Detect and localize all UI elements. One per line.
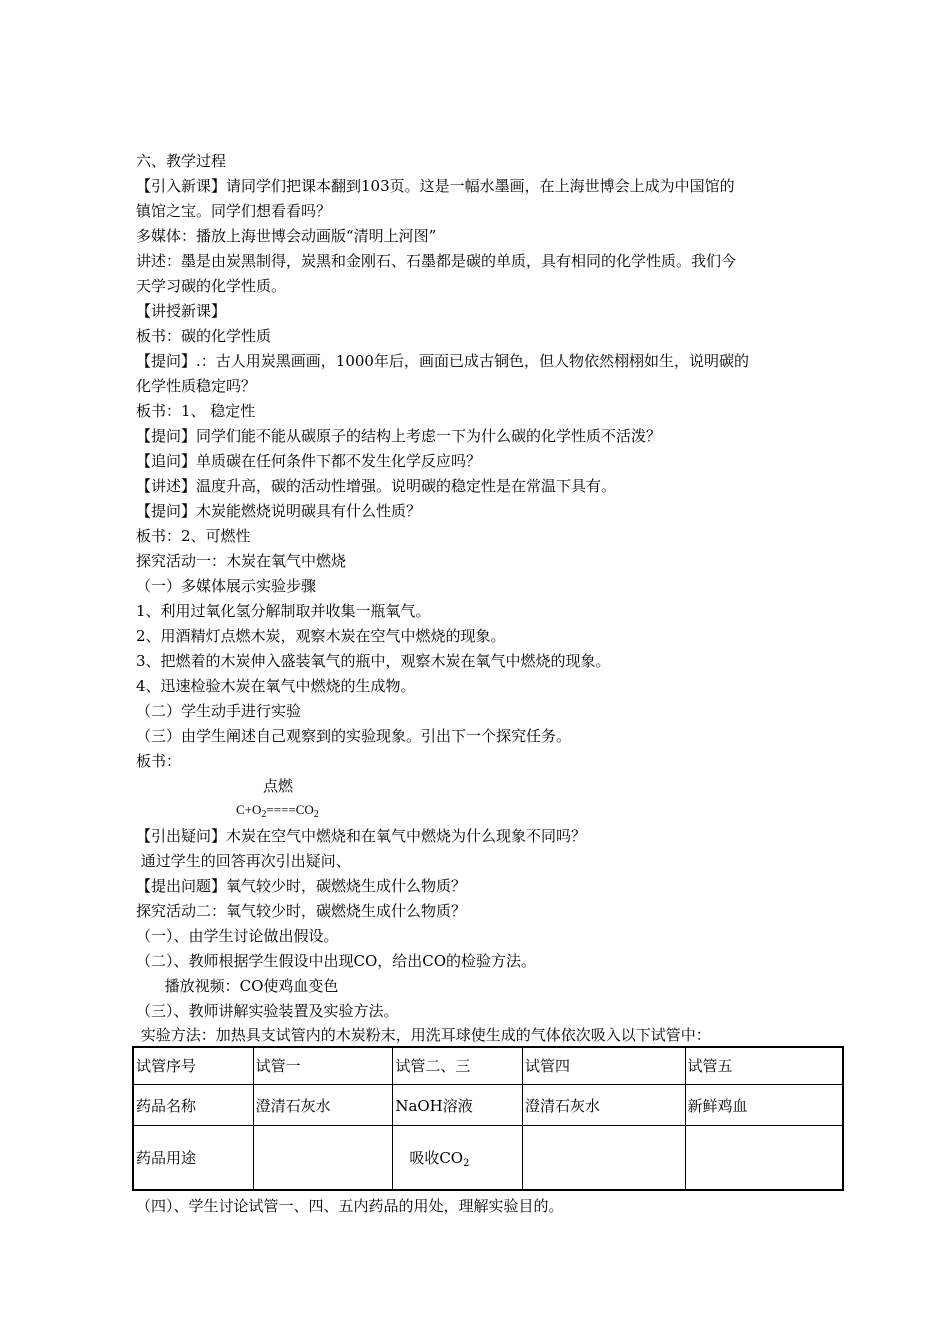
table-cell: 澄清石灰水 [253,1084,393,1125]
text-line: （三）由学生阐述自己观察到的实验现象。引出下一个探究任务。 [136,727,572,745]
text-line: 探究活动一：木炭在氧气中燃烧 [136,552,347,570]
text-line: 播放视频：CO使鸡血变色 [136,977,339,995]
text-line: 板书： [136,752,182,770]
text-line: 讲述：墨是由炭黑制得，炭黑和金刚石、石墨都是碳的单质，具有相同的化学性质。我们今 [136,252,737,270]
text-line: 板书：2、可燃性 [136,527,251,545]
text-line: 镇馆之宝。同学们想看看吗？ [136,202,332,220]
text-line: 【提出问题】氧气较少时，碳燃烧生成什么物质？ [136,877,467,895]
table-row [133,1126,843,1190]
table-row [133,1047,843,1084]
text-line: 天学习碳的化学性质。 [136,277,287,295]
text-line: 【讲述】温度升高，碳的活动性增强。说明碳的稳定性是在常温下具有。 [136,477,617,495]
text-line: 板书：碳的化学性质 [136,327,272,345]
text-line: （三）、教师讲解实验装置及实验方法。 [136,1002,399,1020]
text-line: 化学性质稳定吗？ [136,377,257,395]
text-line: 【追问】单质碳在任何条件下都不发生化学反应吗？ [136,452,482,470]
text-line: （一）、由学生讨论做出假设。 [136,927,339,945]
table-cell: 药品名称 [133,1084,253,1125]
text-line: 板书：1、 稳定性 [136,402,256,420]
text-line: 1、利用过氧化氢分解制取并收集一瓶氧气。 [136,602,431,620]
text-line: 4、迅速检验木炭在氧气中燃烧的生成物。 [136,677,416,695]
equation-condition: 点燃 [263,777,294,795]
table-cell [523,1126,686,1190]
table-cell: 新鲜鸡血 [685,1084,843,1125]
text-line: 多媒体：播放上海世博会动画版“清明上河图” [136,227,437,245]
table-cell: 试管二、三 [393,1047,523,1084]
text-line: 【讲授新课】 [136,302,227,320]
table-cell: 吸收$CO_2$ [393,1126,523,1190]
table-cell: 试管四 [523,1047,686,1084]
text-line: 3、把燃着的木炭伸入盛装氧气的瓶中，观察木炭在氧气中燃烧的现象。 [136,652,611,670]
table-cell [253,1126,393,1190]
text-line: 【提问】.：古人用炭黑画画，1000年后，画面已成古铜色，但人物依然栩栩如生，说明碳的 [136,352,749,370]
section-heading: 六、教学过程 [136,152,227,170]
experiment-table [132,1046,844,1191]
table-cell: 试管五 [685,1047,843,1084]
table-cell: 澄清石灰水 [523,1084,686,1125]
text-line: 2、用酒精灯点燃木炭，观察木炭在空气中燃烧的现象。 [136,627,506,645]
text-line: 【引出疑问】木炭在空气中燃烧和在氧气中燃烧为什么现象不同吗？ [136,827,587,845]
text-line: （二）、教师根据学生假设中出现CO，给出CO的检验方法。 [136,952,537,970]
table-cell: NaOH溶液 [393,1084,523,1125]
text-line: 【提问】木炭能燃烧说明碳具有什么性质？ [136,502,422,520]
text-line: （一）多媒体展示实验步骤 [136,577,317,595]
table-cell [685,1126,843,1190]
table-row [133,1084,843,1125]
text-line: （四）、学生讨论试管一、四、五内药品的用处，理解实验目的。 [136,1197,564,1215]
text-line: （二）学生动手进行实验 [136,702,302,720]
text-line: 【引入新课】请同学们把课本翻到103页。这是一幅水墨画，在上海世博会上成为中国馆的 [136,177,735,195]
text-line: 【提问】同学们能不能从碳原子的结构上考虑一下为什么碳的化学性质不活泼？ [136,427,662,445]
table-cell: 试管一 [253,1047,393,1084]
chemical-equation: $C+O_2====CO_2$ [236,802,319,820]
text-line: 探究活动二：氧气较少时，碳燃烧生成什么物质？ [136,902,467,920]
text-line: 实验方法：加热具支试管内的木炭粉末，用洗耳球使生成的气体依次吸入以下试管中： [136,1026,711,1044]
table-cell: 试管序号 [133,1047,253,1084]
text-line: 通过学生的回答再次引出疑问、 [136,852,351,870]
table-cell: 药品用途 [133,1126,253,1190]
